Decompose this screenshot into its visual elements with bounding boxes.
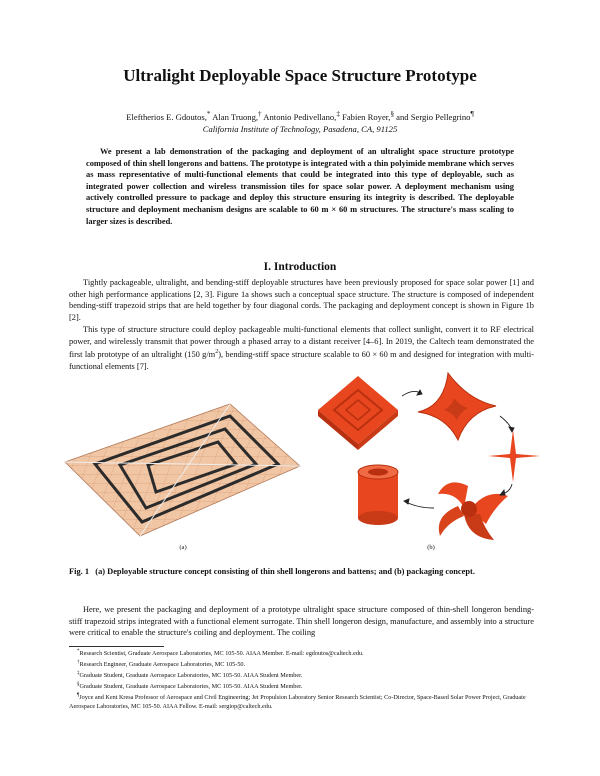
footnote-text: Graduate Student, Graduate Aerospace Laboratories, MC 105-50. AIAA Student Member.	[79, 672, 303, 679]
footnote-mark: §	[77, 681, 80, 687]
thin-cross-stage	[488, 430, 540, 482]
author-list	[126, 112, 473, 122]
footnote-mark: ¶	[77, 692, 80, 698]
footnote-rule	[69, 646, 164, 647]
caption-label: Fig. 1	[69, 567, 90, 576]
author-mark: *	[206, 110, 211, 118]
figure-caption	[69, 566, 534, 578]
figure-label-a: (a)	[179, 544, 187, 551]
packaged-cylinder-stage	[358, 465, 398, 525]
arrow-head	[500, 490, 505, 495]
author-mark: ‡	[336, 110, 340, 118]
author-name: Fabien Royer,	[342, 111, 391, 122]
caption-text: (a) Deployable structure concept consisting of thin shell longerons and battens; and (b) packaging concept.	[95, 567, 475, 576]
author-block	[40, 108, 560, 135]
figure-1a-structure	[60, 384, 305, 544]
arrow-head	[417, 390, 422, 395]
author-mark: †	[258, 110, 262, 118]
figure-label-b: (b)	[427, 544, 435, 551]
author-mark: ¶	[470, 110, 474, 118]
paragraph-text: ), bending-stiff space structure scalable to 60 × 60 m and designed for integration with multi-functional elements [7].	[69, 349, 534, 371]
superscript: 2	[215, 349, 219, 356]
footnotes	[69, 648, 534, 712]
footnote-mark: *	[77, 649, 80, 654]
paper-title: Ultralight Deployable Space Structure Prototype	[123, 66, 477, 85]
footnote-text: Joyce and Kent Kresa Professor of Aerospace and Civil Engineering; Jet Propulsion Laboratory Senior Research Scientist; Co-Director, Space-Based Solar Power Project, Graduate Aerospace Laboratories, MC 105-50. AIAA Fellow. E-mail: sergiop@caltech.edu.	[69, 693, 526, 710]
footnote-text: Graduate Student, Graduate Aerospace Laboratories, MC 105-50. AIAA Student Member.	[79, 682, 303, 690]
footnote	[69, 670, 534, 681]
footnote	[69, 659, 534, 670]
footnote-text: Research Scientist, Graduate Aerospace Laboratories, MC 105-50. AIAA Member. E-mail: egdoutos@caltech.edu.	[79, 650, 364, 658]
footnote-text: Research Engineer, Graduate Aerospace Laboratories, MC 105-50.	[79, 661, 246, 669]
flat-square-stage	[318, 376, 398, 450]
body-paragraph: Here, we present the packaging and deployment of a prototype ultralight space structure composed of thin-shell longeron bending-stiff trapezoid strips integrated with a functional element surrogate. Thin shell longeron design, manufacture, and assembly into a structure were critical to enable the structure's coiling and deployment. The coiling	[69, 605, 534, 638]
affiliation: California Institute of Technology, Pasadena, CA, 91125	[202, 123, 398, 134]
footnote	[69, 692, 534, 712]
footnote	[69, 681, 534, 692]
footnote-mark: †	[77, 659, 80, 665]
author-name: Alan Truong,	[212, 111, 259, 122]
footnote	[69, 648, 534, 659]
section-heading: I. Introduction	[263, 261, 337, 273]
author-name: Antonio Pedivellano,	[263, 111, 337, 122]
author-mark: §	[390, 110, 395, 118]
author-name: and Sergio Pellegrino	[396, 111, 471, 122]
coiled-arms-stage	[438, 482, 508, 540]
arrow-4	[406, 502, 434, 508]
folded-star-stage	[418, 373, 496, 440]
author-name: Eleftherios E. Gdoutos,	[126, 111, 207, 122]
abstract: We present a lab demonstration of the packaging and deployment of an ultralight space structure prototype composed of thin shell longerons and battens. The prototype is integrated with a thin polyimide membrane which serves as mass representative of multi-functional elements that could be integrated into this type of deployable, such as integrated power collection and wireless transmission tiles for space solar power. A deployment mechanism using actively controlled pressure to package and deploy this structure ensuring its integrity is described. The deployable structure and deployment mechanism designs are scalable to 60 m × 60 m structures. The structure's mass scaling to larger sizes is described.	[86, 147, 514, 226]
figure-1b-packaging	[318, 368, 540, 548]
body-paragraph	[69, 324, 534, 372]
footnote-mark: ‡	[77, 670, 80, 676]
body-paragraph: Tightly packageable, ultralight, and bending-stiff deployable structures have been previously proposed for space solar power [1] and other high performance applications [2, 3]. Figure 1a shows such a conceptual space structure. The structure is composed of independent bending-stiff trapezoid strips that are held together by four diagonal cords. The packaging and deployment concept is shown in Figure 1b [2].	[69, 278, 534, 322]
arrow-head	[404, 499, 409, 504]
arrow-head	[509, 427, 514, 432]
paragraph-text: This type of structure structure could deploy packageable multi-functional elements that collect sunlight, convert it to RF electrical power, and wirelessly transmit that power through a phased array to a distant receiver [4–6]. In 2019, the Caltech team demonstrated the first lab prototype of an ultralight (150 g/m	[69, 325, 534, 359]
